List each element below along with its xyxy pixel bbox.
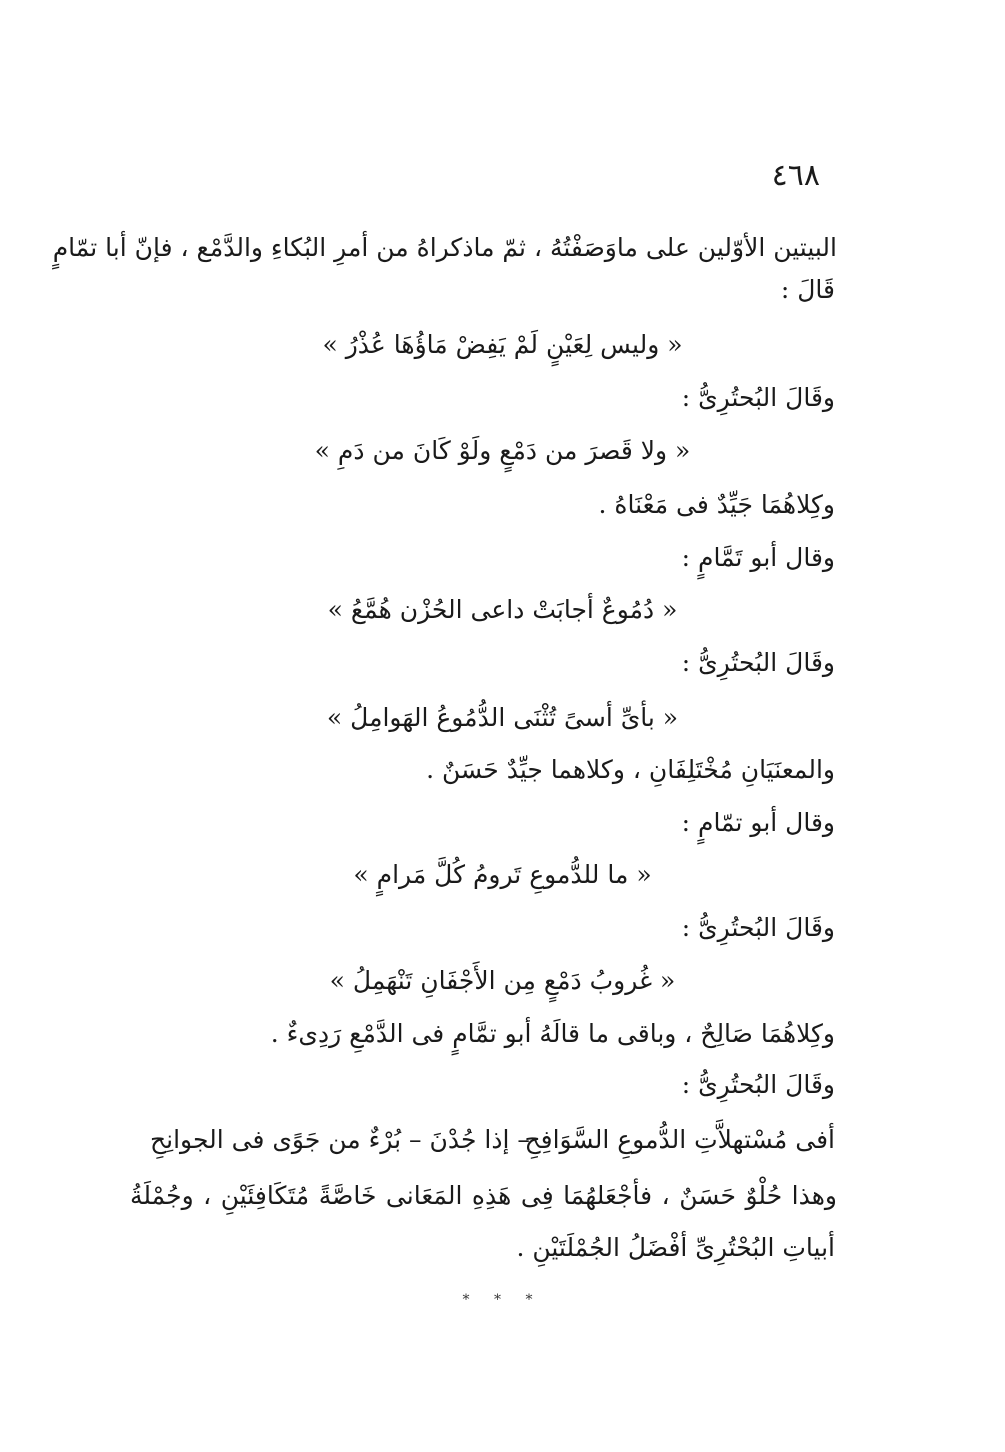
text-line: وقَالَ البُحتُرِىُّ : <box>681 913 835 942</box>
text-line: وكِلاهُمَا جَيِّدٌ فى مَعْنَاهُ . <box>598 490 835 519</box>
text-line: وقال أبو تَمَّامٍ : <box>681 543 835 572</box>
quoted-hemistich: « دُمُوعٌ أجابَتْ داعى الحُزْن هُمَّعُ » <box>327 595 678 624</box>
text-line: وهذا حُلْوٌ حَسَنٌ ، فأجْعَلهُمَا فِى هَذِهِ المَعَانى خَاصَّةً مُتَكَافِئَيْنِ ، وجُمْلَةُ <box>130 1181 837 1210</box>
verse-second-hemistich: – إذا جُدْنَ – بُرْءٌ من جَوًى فى الجوانِحِ <box>150 1125 530 1154</box>
text-line: قَالَ : <box>780 275 835 304</box>
verse-first-hemistich: أفى مُسْتهلاَّتِ الدُّموعِ السَّوَافِحِ <box>524 1125 835 1154</box>
text-line: البيتين الأوّلين على ماوَصَفْتُهُ ، ثمّ ماذكراهُ من أمرِ البُكاءِ والدَّمْع ، فإنّ أبا تمّامٍ <box>52 233 837 262</box>
quoted-hemistich: « ما للدُّموعِ تَرومُ كُلَّ مَرامٍ » <box>353 860 652 889</box>
text-line: وقَالَ البُحتُرِىُّ : <box>681 648 835 677</box>
text-line: أبياتِ البُحْتُرِىِّ أفْضَلُ الجُمْلَتَيْنِ . <box>516 1233 835 1262</box>
page-number: ٤٦٨ <box>771 158 820 193</box>
quoted-hemistich: « بأىِّ أسىً تُثْنَى الدُّمُوعُ الهَوامِلُ » <box>326 703 679 732</box>
text-line: وكِلاهُمَا صَالِحٌ ، وباقى ما قالَهُ أبو تمَّامٍ فى الدَّمْعِ رَدِىءٌ . <box>270 1019 835 1048</box>
quoted-hemistich: « ولا قَصرَ من دَمْعٍ ولَوْ كَانَ من دَمِ » <box>314 436 691 465</box>
text-line: وقَالَ البُحتُرِىُّ : <box>681 1070 835 1099</box>
text-line: وقال أبو تمّامٍ : <box>681 808 835 837</box>
quoted-hemistich: « غُروبُ دَمْعٍ مِن الأَجْفَانِ تَنْهَمِلُ » <box>329 966 676 995</box>
text-line: والمعنَيَانِ مُخْتَلِفَانِ ، وكلاهما جيِّدٌ حَسَنٌ . <box>426 755 835 784</box>
section-separator: * * * <box>462 1292 543 1308</box>
text-line: وقَالَ البُحتُرِىُّ : <box>681 383 835 412</box>
quoted-hemistich: « وليس لِعَيْنٍ لَمْ يَفِضْ مَاؤُهَا عُذْرُ » <box>322 330 683 359</box>
